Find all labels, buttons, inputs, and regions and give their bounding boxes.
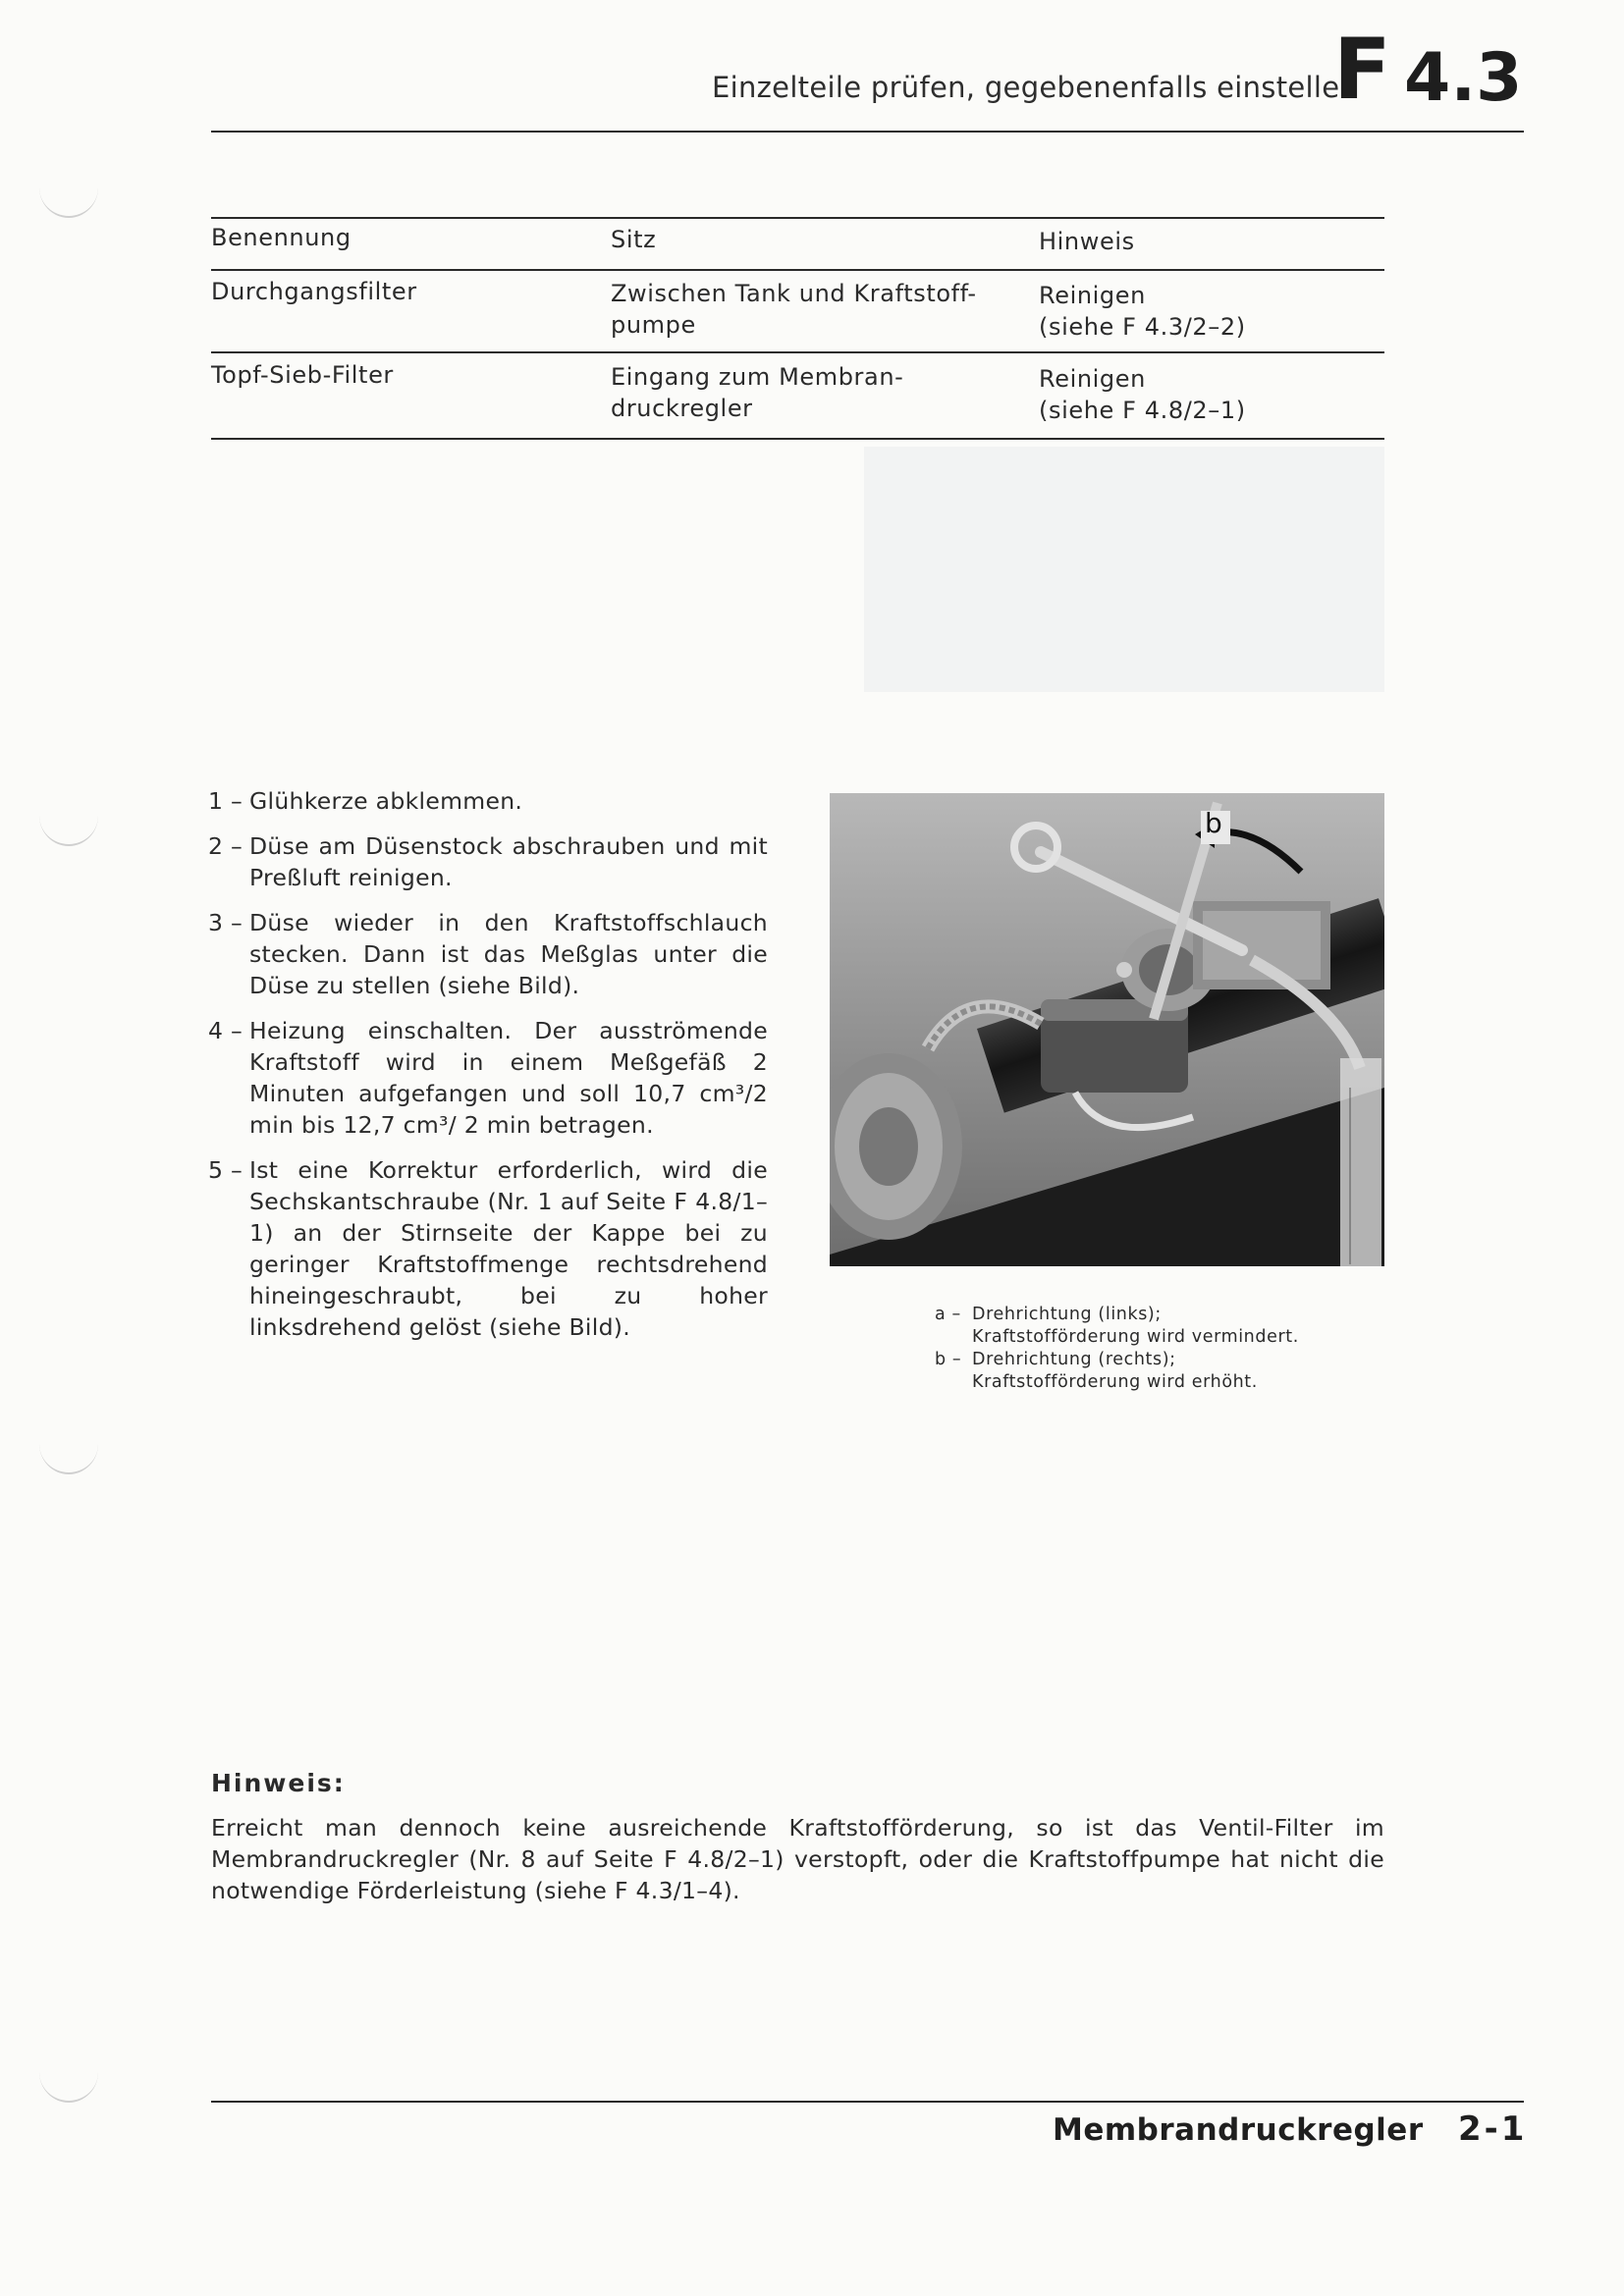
caption-text: Drehrichtung (rechts); — [972, 1350, 1176, 1369]
header-rule — [211, 131, 1524, 133]
regulator-photo — [830, 793, 1384, 1266]
section-letter: F — [1333, 21, 1391, 119]
table-row-rule — [211, 351, 1384, 353]
table-row-1-seat-line1: Zwischen Tank und Kraftstoff- — [611, 280, 977, 307]
step-number: 4 – — [208, 1017, 244, 1044]
table-header-seat: Sitz — [611, 226, 657, 253]
step-text: Glühkerze abklemmen. — [249, 787, 523, 815]
photo-caption — [935, 1304, 1299, 1394]
caption-item-a-continued — [935, 1326, 1299, 1349]
section-number: 4.3 — [1404, 39, 1523, 117]
binder-hole — [39, 785, 98, 846]
page-number: 2-1 — [1458, 2109, 1528, 2149]
footer-title: Membrandruckregler — [1053, 2112, 1424, 2148]
caption-text: Drehrichtung (links); — [972, 1305, 1162, 1324]
binder-hole — [39, 1414, 98, 1474]
photo-label-b: b — [1205, 807, 1222, 839]
step-number: 3 – — [208, 909, 244, 936]
step-5 — [208, 1154, 768, 1343]
step-text: Düse wieder in den Kraftstoffschlauch stecken. Dann ist das Meßglas unter die Düse zu stellen (siehe Bild). — [249, 909, 768, 999]
procedure-steps — [208, 785, 768, 1357]
caption-item-b — [935, 1349, 1299, 1371]
caption-item-a — [935, 1304, 1299, 1326]
binder-hole — [39, 157, 98, 218]
background-shade — [864, 447, 1384, 692]
table-row-2-name: Topf-Sieb-Filter — [211, 361, 394, 389]
step-number: 2 – — [208, 832, 244, 860]
regulator-photo-illustration — [830, 793, 1384, 1266]
step-3 — [208, 907, 768, 1001]
page-header-title: Einzelteile prüfen, gegebenenfalls einstellen — [712, 71, 1359, 104]
table-header-rule — [211, 269, 1384, 271]
step-number: 1 – — [208, 787, 244, 815]
step-text: Ist eine Korrektur erforderlich, wird die Sechskantschraube (Nr. 1 auf Seite F 4.8/1–1) an der Stirnseite der Kappe bei zu geringer Kraftstoffmenge rechtsdrehend hineingeschraubt, bei zu hoher linksdrehend gelöst (siehe Bild). — [249, 1156, 768, 1341]
table-header-note: Hinweis — [1039, 228, 1135, 255]
step-text: Heizung einschalten. Der ausströmende Kraftstoff wird in einem Meßgefäß 2 Minuten aufgefangen und soll 10,7 cm³/2 min bis 12,7 cm³/ 2 min betragen. — [249, 1017, 768, 1139]
table-row-1-name: Durchgangsfilter — [211, 278, 417, 305]
table-header-name: Benennung — [211, 224, 352, 251]
table-row-2-seat-line1: Eingang zum Membran- — [611, 363, 904, 391]
caption-key: a – — [935, 1305, 961, 1324]
caption-indent — [935, 1371, 972, 1394]
table-row-2-seat-line2: druckregler — [611, 395, 753, 422]
footer-rule — [211, 2101, 1524, 2103]
table-bottom-rule — [211, 438, 1384, 440]
step-1 — [208, 785, 768, 817]
table-row-1-note-line1: Reinigen — [1039, 282, 1146, 309]
caption-item-b-continued — [935, 1371, 1299, 1394]
table-top-rule — [211, 217, 1384, 219]
caption-text: Kraftstofförderung wird vermindert. — [972, 1327, 1299, 1347]
step-text: Düse am Düsenstock abschrauben und mit Preßluft reinigen. — [249, 832, 768, 891]
caption-text: Kraftstofförderung wird erhöht. — [972, 1372, 1258, 1392]
step-4 — [208, 1015, 768, 1141]
caption-key: b – — [935, 1350, 962, 1369]
table-row-1-seat-line2: pumpe — [611, 311, 696, 339]
table-row-2-note-line2: (siehe F 4.8/2–1) — [1039, 397, 1246, 424]
note-text: Erreicht man dennoch keine ausreichende Kraftstofförderung, so ist das Ventil-Filter im Membrandruckregler (Nr. 8 auf Seite F 4.8/2–1) verstopft, oder die Kraftstoffpumpe hat nicht die notwendige Förderleistung (siehe F 4.3/1–4). — [211, 1814, 1384, 1904]
caption-indent — [935, 1326, 972, 1349]
table-row-2-note-line1: Reinigen — [1039, 365, 1146, 393]
note-heading: Hinweis: — [211, 1769, 346, 1797]
table-row-1-note-line2: (siehe F 4.3/2–2) — [1039, 313, 1246, 341]
step-number: 5 – — [208, 1156, 244, 1184]
binder-hole — [39, 2042, 98, 2103]
step-2 — [208, 830, 768, 893]
